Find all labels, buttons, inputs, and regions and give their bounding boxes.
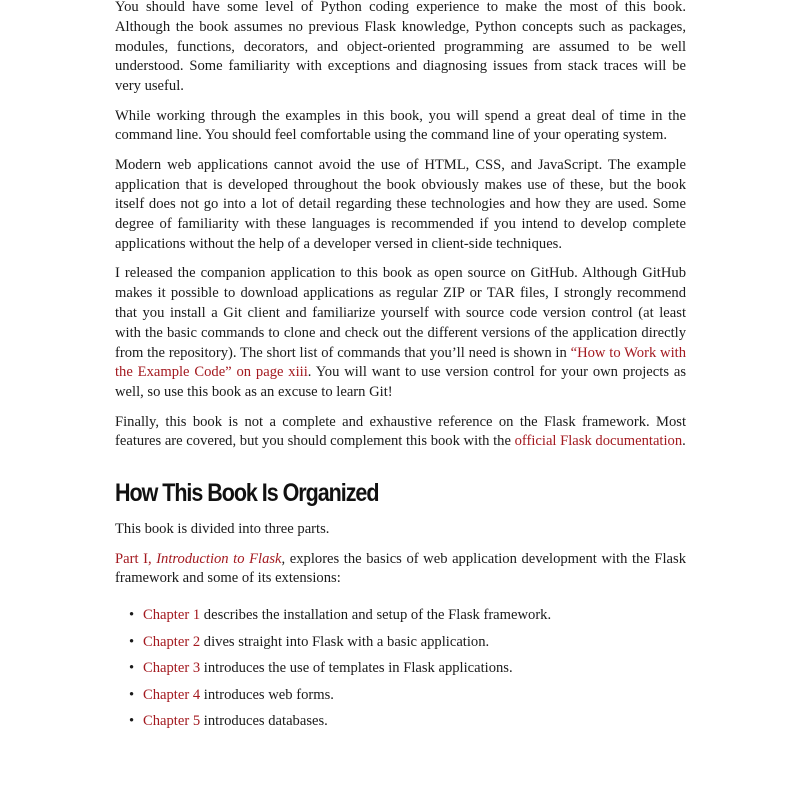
bullet-icon: •	[129, 607, 135, 624]
list-item	[115, 685, 686, 705]
github-paragraph	[115, 264, 686, 403]
chapter-5-link[interactable]: Chapter 5	[143, 713, 201, 730]
section-heading: How This Book Is Organized	[115, 479, 379, 508]
github-paragraph-text: I released the companion application to this book as open source on GitHub. Although GitHub makes it possible to download applications as regular ZIP or TAR files, I strongly recommend that you install a Git client and familiarize yourself with source code version control (at least with the basic commands to clone and check out the different versions of the application directly from the repository). The short list of commands that you’ll need is shown in	[115, 265, 686, 361]
example-code-link[interactable]: “How to Work with the Example Code” on page xiii	[115, 344, 686, 381]
chapter-1-link[interactable]: Chapter 1	[143, 607, 201, 624]
part-one-paragraph	[115, 550, 686, 590]
part-one-title: Introduction to Flask	[156, 550, 282, 567]
chapter-description: introduces web forms.	[200, 686, 334, 703]
part-one-label: Part I,	[115, 550, 157, 567]
chapter-description: introduces the use of templates in Flask applications.	[200, 660, 513, 677]
chapter-4-link[interactable]: Chapter 4	[143, 686, 201, 703]
list-item	[115, 658, 686, 678]
web-technologies-paragraph: Modern web applications cannot avoid the use of HTML, CSS, and JavaScript. The example application that is developed throughout the book obviously makes use of these, but the book itself does not go into a lot of detail regarding these technologies and how they are used. Some degree of familiarity with these languages is recommended if you intend to develop complete applications without the help of a developer versed in client-side techniques.	[115, 156, 686, 252]
book-page	[115, 0, 686, 738]
chapter-3-link[interactable]: Chapter 3	[143, 660, 201, 677]
chapter-list	[115, 605, 686, 731]
chapter-description: describes the installation and setup of the Flask framework.	[200, 607, 552, 624]
chapter-description: introduces databases.	[200, 713, 328, 730]
github-paragraph-text-end: . You will want to use version control for your own projects as well, so use this book as an excuse to learn Git!	[115, 364, 686, 401]
reference-paragraph-text: Finally, this book is not a complete and exhaustive reference on the Flask framework. Most features are covered, but you should complement this book with the	[115, 413, 686, 450]
parts-intro-paragraph: This book is divided into three parts.	[115, 521, 330, 538]
bullet-icon: •	[129, 660, 135, 677]
list-item	[115, 605, 686, 625]
bullet-icon: •	[129, 686, 135, 703]
list-item	[115, 632, 686, 652]
bullet-icon: •	[129, 633, 135, 650]
reference-paragraph-text-end: .	[682, 433, 686, 450]
chapter-description: dives straight into Flask with a basic application.	[200, 633, 490, 650]
reference-paragraph	[115, 413, 686, 453]
part-one-link[interactable]	[115, 551, 282, 567]
part-one-description: , explores the basics of web application development with the Flask framework and some of its extensions:	[115, 550, 686, 587]
list-item	[115, 711, 686, 731]
chapter-2-link[interactable]: Chapter 2	[143, 633, 201, 650]
prerequisites-paragraph: You should have some level of Python coding experience to make the most of this book. Although the book assumes no previous Flask knowledge, Python concepts such as packages, modules, functions, decorators, and object-oriented programming are assumed to be well understood. Some familiarity with exceptions and diagnosing issues from stack traces will be very useful.	[115, 0, 686, 95]
flask-documentation-link[interactable]: official Flask documentation	[514, 433, 683, 450]
bullet-icon: •	[129, 713, 135, 730]
command-line-paragraph: While working through the examples in this book, you will spend a great deal of time in the command line. You should feel comfortable using the command line of your operating system.	[115, 107, 686, 144]
